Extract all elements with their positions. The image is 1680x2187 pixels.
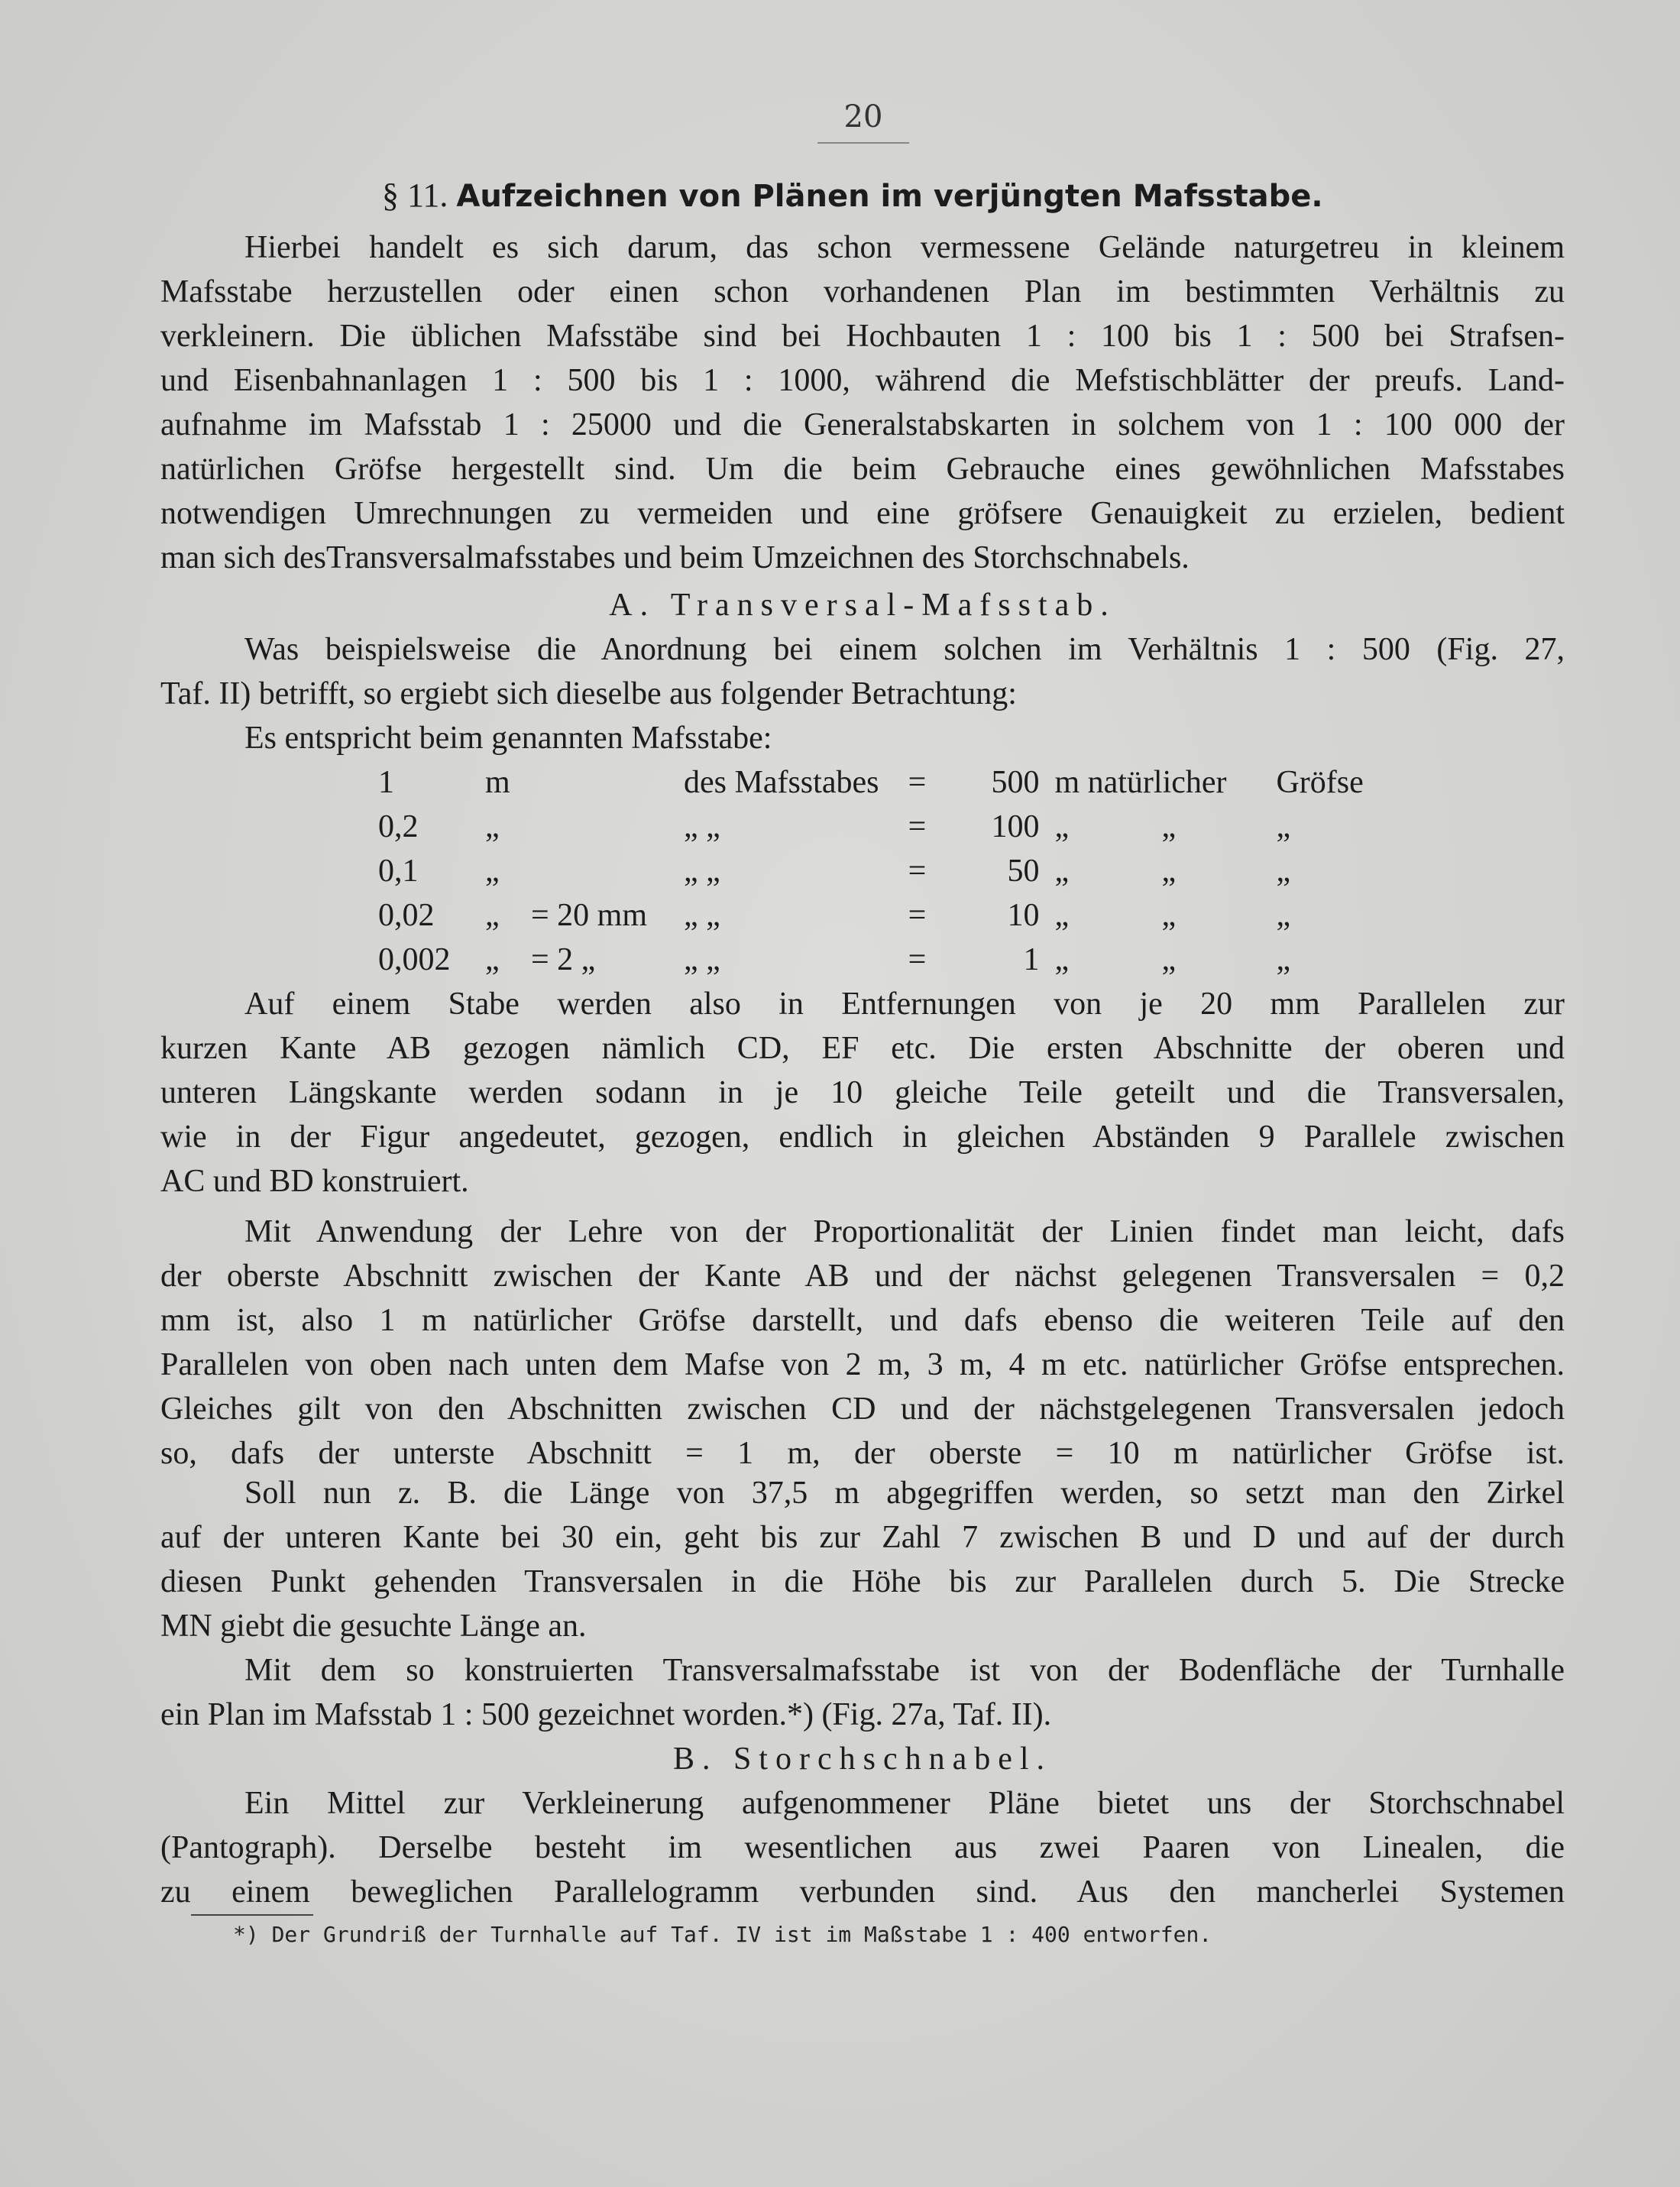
footnote-rule bbox=[191, 1914, 313, 1916]
table-cell: = 20 mm bbox=[531, 898, 648, 933]
text-line: unteren Längskante werden sodann in je 10 gleiche Teile geteilt und die Transversalen, bbox=[160, 1075, 1565, 1110]
table-cell: „ bbox=[1276, 942, 1291, 977]
table-cell: 10 bbox=[1007, 898, 1040, 933]
page-number-rule bbox=[817, 142, 909, 144]
table-cell: m bbox=[485, 765, 510, 800]
table-cell: „ bbox=[1054, 809, 1070, 844]
table-cell: „ bbox=[1161, 854, 1177, 889]
table-cell: = bbox=[908, 809, 927, 844]
text-line: mm ist, also 1 m natürlicher Gröfse darstellt, und dafs ebenso die weiteren Teile auf den bbox=[160, 1303, 1565, 1338]
table-cell: „ bbox=[485, 898, 500, 933]
text-line: Es entspricht beim genannten Mafsstabe: bbox=[244, 721, 772, 756]
text-line: Hierbei handelt es sich darum, das schon vermessene Gelände naturgetreu in kleinem bbox=[244, 230, 1565, 265]
section-title: Aufzeichnen von Plänen im verjüngten Mafsstabe. bbox=[456, 179, 1323, 214]
text-line: Parallelen von oben nach unten dem Mafse von 2 m, 3 m, 4 m etc. natürlicher Gröfse entsprechen. bbox=[160, 1347, 1565, 1382]
text-line: man sich desTransversalmafsstabes und beim Umzeichnen des Storchschnabels. bbox=[160, 540, 1190, 575]
table-cell bbox=[531, 849, 684, 893]
table-row bbox=[378, 938, 1368, 982]
table-row bbox=[378, 893, 1368, 938]
text-line: zu einem beweglichen Parallelogramm verbunden sind. Aus den mancherlei Systemen bbox=[160, 1874, 1565, 1910]
table-cell: „ bbox=[485, 942, 500, 977]
table-cell: „ „ bbox=[684, 898, 720, 933]
table-cell: 0,02 bbox=[378, 898, 435, 933]
text-line: natürlichen Gröfse hergestellt sind. Um die beim Gebrauche eines gewöhnlichen Mafsstabes bbox=[160, 452, 1565, 487]
text-line: verkleinern. Die üblichen Mafsstäbe sind bei Hochbauten 1 : 100 bis 1 : 500 bei Strafsen- bbox=[160, 319, 1565, 354]
subsection-a-heading: A. Transversal-Mafsstab. bbox=[609, 588, 1116, 623]
table-cell: = bbox=[908, 854, 927, 889]
table-cell: „ bbox=[1054, 854, 1070, 889]
table-cell: = bbox=[908, 942, 927, 977]
table-cell: „ bbox=[1161, 942, 1177, 977]
table-cell: 0,2 bbox=[378, 809, 419, 844]
subsection-b-heading: B. Storchschnabel. bbox=[672, 1742, 1053, 1777]
table-cell: „ „ bbox=[684, 942, 720, 977]
table-cell: „ bbox=[1054, 898, 1070, 933]
text-line: MN giebt die gesuchte Länge an. bbox=[160, 1609, 587, 1644]
table-cell: 500 bbox=[991, 765, 1040, 800]
text-line: aufnahme im Mafsstab 1 : 25000 und die Generalstabskarten in solchem von 1 : 100 000 der bbox=[160, 407, 1565, 442]
section-number: § 11. bbox=[382, 177, 448, 214]
table-cell: „ bbox=[1276, 809, 1291, 844]
table-cell: = bbox=[908, 898, 927, 933]
table-cell: „ bbox=[1161, 809, 1177, 844]
table-cell: „ bbox=[1276, 898, 1291, 933]
text-line: auf der unteren Kante bei 30 ein, geht bis zur Zahl 7 zwischen B und D und auf der durch bbox=[160, 1520, 1565, 1555]
text-line: Ein Mittel zur Verkleinerung aufgenommener Pläne bietet uns der Storchschnabel bbox=[244, 1786, 1565, 1821]
text-line: wie in der Figur angedeutet, gezogen, endlich in gleichen Abständen 9 Parallele zwischen bbox=[160, 1119, 1565, 1155]
text-line: (Pantograph). Derselbe besteht im wesentlichen aus zwei Paaren von Linealen, die bbox=[160, 1830, 1565, 1865]
table-cell: 0,1 bbox=[378, 854, 419, 889]
table-row bbox=[378, 760, 1368, 805]
text-line: kurzen Kante AB gezogen nämlich CD, EF etc. Die ersten Abschnitte der oberen und bbox=[160, 1031, 1565, 1066]
table-cell: des Mafsstabes bbox=[684, 765, 879, 800]
table-cell: „ bbox=[1161, 898, 1177, 933]
table-cell: 50 bbox=[1007, 854, 1040, 889]
table-cell bbox=[531, 805, 684, 849]
text-line: notwendigen Umrechnungen zu vermeiden und eine gröfsere Genauigkeit zu erzielen, bedient bbox=[160, 496, 1565, 531]
table-row bbox=[378, 805, 1368, 849]
table-cell: 1 bbox=[1023, 942, 1040, 977]
table-cell: „ bbox=[485, 809, 500, 844]
table-row bbox=[378, 849, 1368, 893]
text-line: diesen Punkt gehenden Transversalen in die Höhe bis zur Parallelen durch 5. Die Strecke bbox=[160, 1564, 1565, 1599]
table-cell: = bbox=[908, 765, 927, 800]
text-line: Was beispielsweise die Anordnung bei einem solchen im Verhältnis 1 : 500 (Fig. 27, bbox=[244, 632, 1565, 667]
table-cell: „ bbox=[1276, 854, 1291, 889]
text-line: der oberste Abschnitt zwischen der Kante AB und der nächst gelegenen Transversalen = 0,2 bbox=[160, 1259, 1565, 1294]
page-number: 20 bbox=[843, 99, 883, 134]
text-line: Mafsstabe herzustellen oder einen schon vorhandenen Plan im bestimmten Verhältnis zu bbox=[160, 274, 1565, 309]
scale-table bbox=[378, 760, 1368, 982]
table-cell: = 2 „ bbox=[531, 942, 596, 977]
table-cell: „ bbox=[1054, 942, 1070, 977]
table-cell: 0,002 bbox=[378, 942, 451, 977]
table-cell bbox=[531, 760, 684, 805]
text-line: AC und BD konstruiert. bbox=[160, 1164, 469, 1199]
text-line: Auf einem Stabe werden also in Entfernungen von je 20 mm Parallelen zur bbox=[244, 987, 1565, 1022]
text-line: Mit Anwendung der Lehre von der Proportionalität der Linien findet man leicht, dafs bbox=[244, 1214, 1565, 1249]
table-cell: 1 bbox=[378, 765, 394, 800]
text-line: Mit dem so konstruierten Transversalmafsstabe ist von der Bodenfläche der Turnhalle bbox=[244, 1653, 1565, 1688]
text-line: so, dafs der unterste Abschnitt = 1 m, der oberste = 10 m natürlicher Gröfse ist. bbox=[160, 1436, 1565, 1471]
section-heading bbox=[382, 176, 1375, 215]
table-cell: m natürlicher bbox=[1054, 765, 1227, 800]
text-line: ein Plan im Mafsstab 1 : 500 gezeichnet worden.*) (Fig. 27a, Taf. II). bbox=[160, 1697, 1052, 1732]
table-cell: „ „ bbox=[684, 809, 720, 844]
table-cell: 100 bbox=[991, 809, 1040, 844]
footnote: *) Der Grundriß der Turnhalle auf Taf. IV ist im Maßstabe 1 : 400 entworfen. bbox=[233, 1922, 1212, 1947]
table-cell: „ „ bbox=[684, 854, 720, 889]
text-line: und Eisenbahnanlagen 1 : 500 bis 1 : 1000, während die Mefstischblätter der preufs. Land- bbox=[160, 363, 1565, 398]
text-line: Soll nun z. B. die Länge von 37,5 m abgegriffen werden, so setzt man den Zirkel bbox=[244, 1476, 1565, 1511]
text-line: Taf. II) betrifft, so ergiebt sich dieselbe aus folgender Betrachtung: bbox=[160, 676, 1017, 711]
table-cell: „ bbox=[485, 854, 500, 889]
table-cell: Gröfse bbox=[1276, 765, 1364, 800]
text-line: Gleiches gilt von den Abschnitten zwischen CD und der nächstgelegenen Transversalen jedoch bbox=[160, 1392, 1565, 1427]
